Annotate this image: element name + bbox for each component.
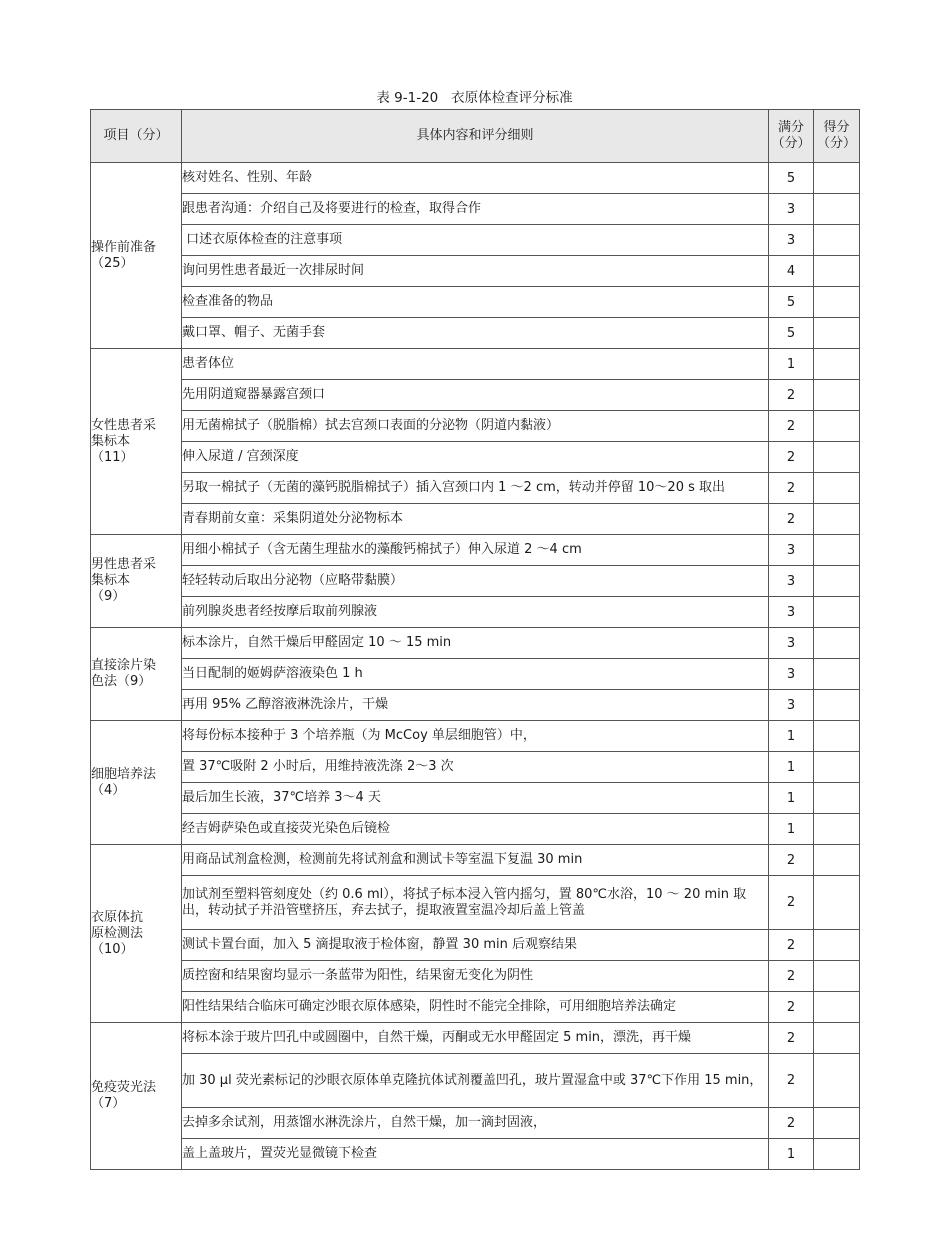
criteria-text: 标本涂片，自然干燥后甲醛固定 10 ～ 15 min (182, 628, 769, 659)
section-name-cell (91, 628, 182, 721)
criteria-text: 用商品试剂盒检测，检测前先将试剂盒和测试卡等室温下复温 30 min (182, 845, 769, 876)
section-name-line: （11） (91, 449, 134, 465)
table-row (91, 194, 860, 225)
table-row (91, 783, 860, 814)
section-name-cell (91, 163, 182, 349)
criteria-text: 阳性结果结合临床可确定沙眼衣原体感染，阴性时不能完全排除，可用细胞培养法确定 (182, 992, 769, 1023)
table-row (91, 473, 860, 504)
table-row (91, 1023, 860, 1054)
earned-score-cell[interactable] (814, 961, 860, 992)
earned-score-cell[interactable] (814, 721, 860, 752)
earned-score-cell[interactable] (814, 504, 860, 535)
section-name-line: （4） (91, 782, 126, 798)
criteria-text: 用无菌棉拭子（脱脂棉）拭去宫颈口表面的分泌物（阴道内黏液） (182, 411, 769, 442)
earned-score-cell[interactable] (814, 473, 860, 504)
earned-score-cell[interactable] (814, 349, 860, 380)
header-full-score (769, 110, 814, 163)
table-row (91, 845, 860, 876)
full-score-cell: 2 (769, 1108, 814, 1139)
criteria-text: 当日配制的姬姆萨溶液染色 1 h (182, 659, 769, 690)
criteria-text: 质控窗和结果窗均显示一条蓝带为阳性，结果窗无变化为阴性 (182, 961, 769, 992)
scoring-table (90, 109, 860, 1170)
full-score-cell: 2 (769, 473, 814, 504)
header-got-score (814, 110, 860, 163)
full-score-cell: 2 (769, 1054, 814, 1108)
criteria-text: 将标本涂于玻片凹孔中或圆圈中，自然干燥，丙酮或无水甲醛固定 5 min，漂洗，再干燥 (182, 1023, 769, 1054)
criteria-text: 另取一棉拭子（无菌的藻钙脱脂棉拭子）插入宫颈口内 1 ～2 cm，转动并停留 10～20 s 取出 (182, 473, 769, 504)
criteria-text: 口述衣原体检查的注意事项 (182, 225, 769, 256)
table-row (91, 535, 860, 566)
earned-score-cell[interactable] (814, 566, 860, 597)
full-score-cell: 2 (769, 845, 814, 876)
earned-score-cell[interactable] (814, 659, 860, 690)
full-score-cell: 3 (769, 225, 814, 256)
criteria-text: 青春期前女童：采集阴道处分泌物标本 (182, 504, 769, 535)
earned-score-cell[interactable] (814, 845, 860, 876)
full-score-cell: 1 (769, 349, 814, 380)
full-score-cell: 5 (769, 318, 814, 349)
header-got-score-line2: （分） (816, 136, 856, 151)
earned-score-cell[interactable] (814, 1139, 860, 1170)
table-row (91, 287, 860, 318)
section-name-line: 免疫荧光法 (91, 1080, 157, 1095)
earned-score-cell[interactable] (814, 163, 860, 194)
table-row (91, 876, 860, 930)
full-score-cell: 3 (769, 659, 814, 690)
criteria-text: 再用 95% 乙醇溶液淋洗涂片，干燥 (182, 690, 769, 721)
table-caption: 表 9-1-20 衣原体检查评分标准 (376, 90, 573, 106)
table-row (91, 442, 860, 473)
table-row (91, 163, 860, 194)
table-row (91, 1108, 860, 1139)
table-body (91, 163, 860, 1170)
criteria-text: 用细小棉拭子（含无菌生理盐水的藻酸钙棉拭子）伸入尿道 2 ～4 cm (182, 535, 769, 566)
table-row (91, 318, 860, 349)
header-full-score-line2: （分） (771, 136, 811, 151)
table-row (91, 256, 860, 287)
section-name-line: （9） (91, 589, 126, 604)
criteria-text: 置 37℃吸附 2 小时后，用维持液洗涤 2～3 次 (182, 752, 769, 783)
criteria-text: 最后加生长液，37℃培养 3～4 天 (182, 783, 769, 814)
full-score-cell: 2 (769, 961, 814, 992)
section-name-line: 操作前准备 (91, 239, 157, 255)
criteria-text: 检查准备的物品 (182, 287, 769, 318)
full-score-cell: 2 (769, 1023, 814, 1054)
section-name-cell (91, 535, 182, 628)
criteria-text: 去掉多余试剂，用蒸馏水淋洗涂片，自然干燥，加一滴封固液， (182, 1108, 769, 1139)
table-row (91, 961, 860, 992)
full-score-cell: 1 (769, 814, 814, 845)
full-score-cell: 3 (769, 194, 814, 225)
criteria-text: 经吉姆萨染色或直接荧光染色后镜检 (182, 814, 769, 845)
section-name-line: 衣原体抗 (91, 909, 144, 925)
earned-score-cell[interactable] (814, 535, 860, 566)
full-score-cell: 1 (769, 1139, 814, 1170)
earned-score-cell[interactable] (814, 256, 860, 287)
section-name-cell (91, 1023, 182, 1170)
full-score-cell: 2 (769, 992, 814, 1023)
earned-score-cell[interactable] (814, 442, 860, 473)
full-score-cell: 5 (769, 163, 814, 194)
header-full-score-line1: 满分 (777, 120, 804, 135)
full-score-cell: 3 (769, 690, 814, 721)
criteria-text: 患者体位 (182, 349, 769, 380)
earned-score-cell[interactable] (814, 597, 860, 628)
earned-score-cell[interactable] (814, 287, 860, 318)
full-score-cell: 5 (769, 287, 814, 318)
full-score-cell: 3 (769, 597, 814, 628)
table-row (91, 1139, 860, 1170)
table-row (91, 566, 860, 597)
table-row (91, 504, 860, 535)
section-name-line: 细胞培养法 (91, 766, 157, 782)
section-name-cell (91, 349, 182, 535)
earned-score-cell[interactable] (814, 783, 860, 814)
full-score-cell: 2 (769, 380, 814, 411)
full-score-cell: 2 (769, 411, 814, 442)
full-score-cell: 2 (769, 930, 814, 961)
header-got-score-line1: 得分 (823, 120, 850, 135)
header-content: 具体内容和评分细则 (182, 110, 769, 163)
header-item: 项目（分） (91, 110, 182, 163)
table-row (91, 1054, 860, 1108)
header-row (91, 110, 860, 163)
earned-score-cell[interactable] (814, 690, 860, 721)
table-row (91, 597, 860, 628)
full-score-cell: 3 (769, 566, 814, 597)
table-row (91, 690, 860, 721)
full-score-cell: 1 (769, 721, 814, 752)
earned-score-cell[interactable] (814, 814, 860, 845)
full-score-cell: 3 (769, 535, 814, 566)
section-name-line: 男性患者采 (91, 557, 157, 572)
earned-score-cell[interactable] (814, 318, 860, 349)
earned-score-cell[interactable] (814, 194, 860, 225)
section-name-line: （25） (91, 255, 134, 271)
section-name-line: 直接涂片染 (91, 658, 157, 673)
earned-score-cell[interactable] (814, 876, 860, 930)
earned-score-cell[interactable] (814, 1054, 860, 1108)
section-name-line: 女性患者采 (91, 417, 157, 433)
table-row (91, 752, 860, 783)
section-name-line: 集标本 (91, 433, 131, 449)
full-score-cell: 2 (769, 876, 814, 930)
table-row (91, 411, 860, 442)
earned-score-cell[interactable] (814, 411, 860, 442)
earned-score-cell[interactable] (814, 992, 860, 1023)
criteria-text: 戴口罩、帽子、无菌手套 (182, 318, 769, 349)
section-name-line: 集标本 (91, 573, 131, 588)
criteria-text: 测试卡置台面，加入 5 滴提取液于检体窗，静置 30 min 后观察结果 (182, 930, 769, 961)
table-row (91, 380, 860, 411)
section-name-line: （10） (91, 941, 134, 957)
section-name-line: 原检测法 (91, 925, 144, 941)
section-name-line: （7） (91, 1096, 126, 1111)
criteria-text: 前列腺炎患者经按摩后取前列腺液 (182, 597, 769, 628)
full-score-cell: 1 (769, 783, 814, 814)
earned-score-cell[interactable] (814, 225, 860, 256)
table-row (91, 225, 860, 256)
criteria-text: 伸入尿道 / 宫颈深度 (182, 442, 769, 473)
earned-score-cell[interactable] (814, 1023, 860, 1054)
earned-score-cell[interactable] (814, 628, 860, 659)
full-score-cell: 4 (769, 256, 814, 287)
criteria-text: 核对姓名、性别、年龄 (182, 163, 769, 194)
table-row (91, 628, 860, 659)
table-row (91, 349, 860, 380)
criteria-text: 轻轻转动后取出分泌物（应略带黏膜） (182, 566, 769, 597)
section-name-cell (91, 845, 182, 1023)
criteria-text: 将每份标本接种于 3 个培养瓶（为 McCoy 单层细胞管）中， (182, 721, 769, 752)
table-row (91, 814, 860, 845)
section-name-line: 色法（9） (91, 674, 152, 689)
criteria-text: 加试剂至塑料管刻度处（约 0.6 ml），将拭子标本浸入管内摇匀，置 80℃水浴，10 ～ 20 min 取出，转动拭子并沿管壁挤压，弃去拭子，提取液置室温冷却后盖上管盖 (182, 876, 769, 930)
earned-score-cell[interactable] (814, 752, 860, 783)
earned-score-cell[interactable] (814, 380, 860, 411)
criteria-text: 询问男性患者最近一次排尿时间 (182, 256, 769, 287)
full-score-cell: 3 (769, 628, 814, 659)
criteria-text: 加 30 μl 荧光素标记的沙眼衣原体单克隆抗体试剂覆盖凹孔，玻片置湿盒中或 37℃下作用 15 min， (182, 1054, 769, 1108)
section-name-cell (91, 721, 182, 845)
table-row (91, 659, 860, 690)
table-row (91, 721, 860, 752)
earned-score-cell[interactable] (814, 1108, 860, 1139)
criteria-text: 盖上盖玻片，置荧光显微镜下检查 (182, 1139, 769, 1170)
full-score-cell: 2 (769, 504, 814, 535)
table-row (91, 992, 860, 1023)
earned-score-cell[interactable] (814, 930, 860, 961)
full-score-cell: 1 (769, 752, 814, 783)
full-score-cell: 2 (769, 442, 814, 473)
criteria-text: 跟患者沟通：介绍自己及将要进行的检查，取得合作 (182, 194, 769, 225)
table-row (91, 930, 860, 961)
criteria-text: 先用阴道窥器暴露宫颈口 (182, 380, 769, 411)
